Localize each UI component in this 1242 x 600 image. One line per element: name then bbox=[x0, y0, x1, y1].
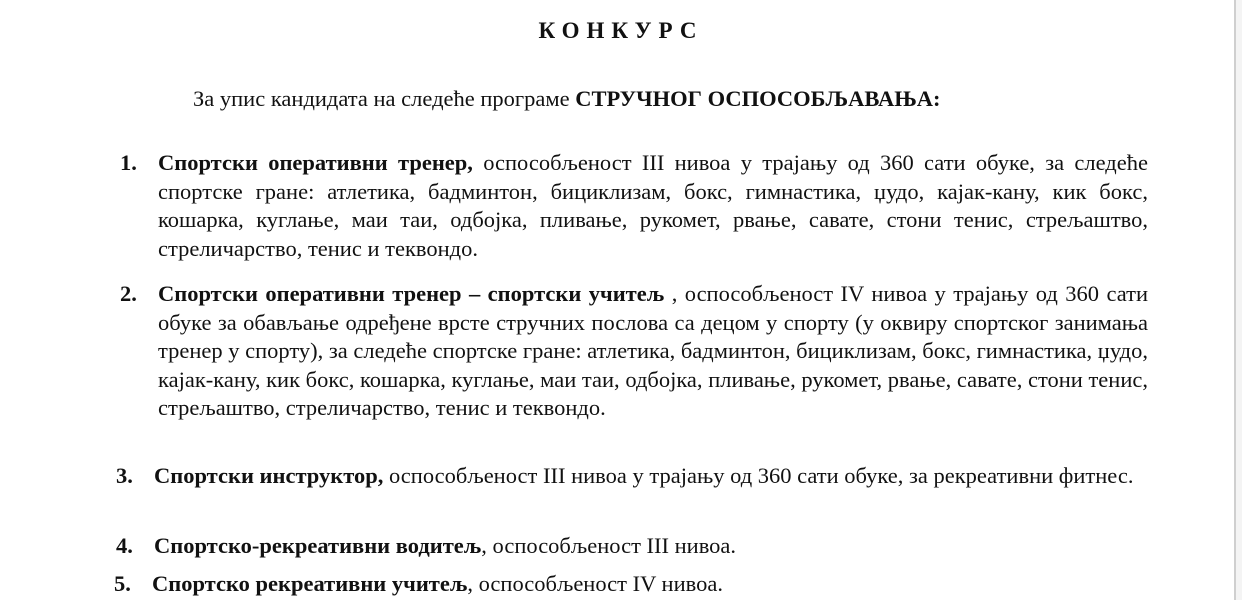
item-title: Спортско рекреативни учитељ bbox=[152, 571, 468, 596]
intro-bold: СТРУЧНОГ ОСПОСОБЉАВАЊА: bbox=[575, 86, 941, 111]
intro-prefix: За упис кандидата на следеће програме bbox=[193, 86, 576, 111]
item-number: 2. bbox=[120, 281, 137, 306]
item-number: 1. bbox=[120, 150, 137, 175]
item-text: , оспособљеност III нивоа. bbox=[481, 533, 737, 558]
list-item bbox=[120, 280, 1148, 423]
page-edge bbox=[1234, 0, 1242, 600]
item-number: 4. bbox=[116, 533, 133, 558]
item-text: , оспособљеност IV нивоа. bbox=[467, 571, 723, 596]
item-title: Спортски оперативни тренер – спортски учитељ bbox=[158, 281, 665, 306]
item-number: 3. bbox=[116, 463, 133, 488]
document-title: КОНКУРС bbox=[538, 18, 704, 43]
item-number: 5. bbox=[114, 571, 131, 596]
item-text: , оспособљеност IV нивоа у трајању од 360 сати обуке за обављање одређене врсте стручних послова са децом у спорту (у оквиру спортског занимања тренер у спорту), за следеће спортске гране: атлетика, бадминтон, бициклизам, бокс, гимнастика, џудо, кајак-кану, кик бокс, кошарка, куглање, маи таи, одбојка, пливање, рукомет, рвање, савате, стони тенис, стрељаштво, стреличарство, тенис и теквондо. bbox=[158, 281, 1148, 420]
list-item bbox=[116, 462, 1148, 491]
item-text: оспособљеност III нивоа у трајању од 360 сати обуке, за следеће спортске гране: атлетика, бадминтон, бициклизам, бокс, гимнастика, џудо, кајак-кану, кик бокс, кошарка, куглање, маи таи, одбојка, пливање, рукомет, рвање, савате, стони тенис, стрељаштво, стреличарство, тенис и теквондо. bbox=[158, 150, 1148, 261]
item-text: оспособљеност III нивоа у трајању од 360 сати обуке, за рекреативни фитнес. bbox=[383, 463, 1134, 488]
list-item bbox=[114, 570, 1148, 599]
item-title: Спортско-рекреативни водитељ bbox=[154, 533, 482, 558]
item-title: Спортски оперативни тренер, bbox=[158, 150, 473, 175]
list-item bbox=[120, 149, 1148, 263]
item-title: Спортски инструктор, bbox=[154, 463, 384, 488]
document-intro bbox=[193, 86, 941, 112]
list-item bbox=[116, 532, 1148, 561]
